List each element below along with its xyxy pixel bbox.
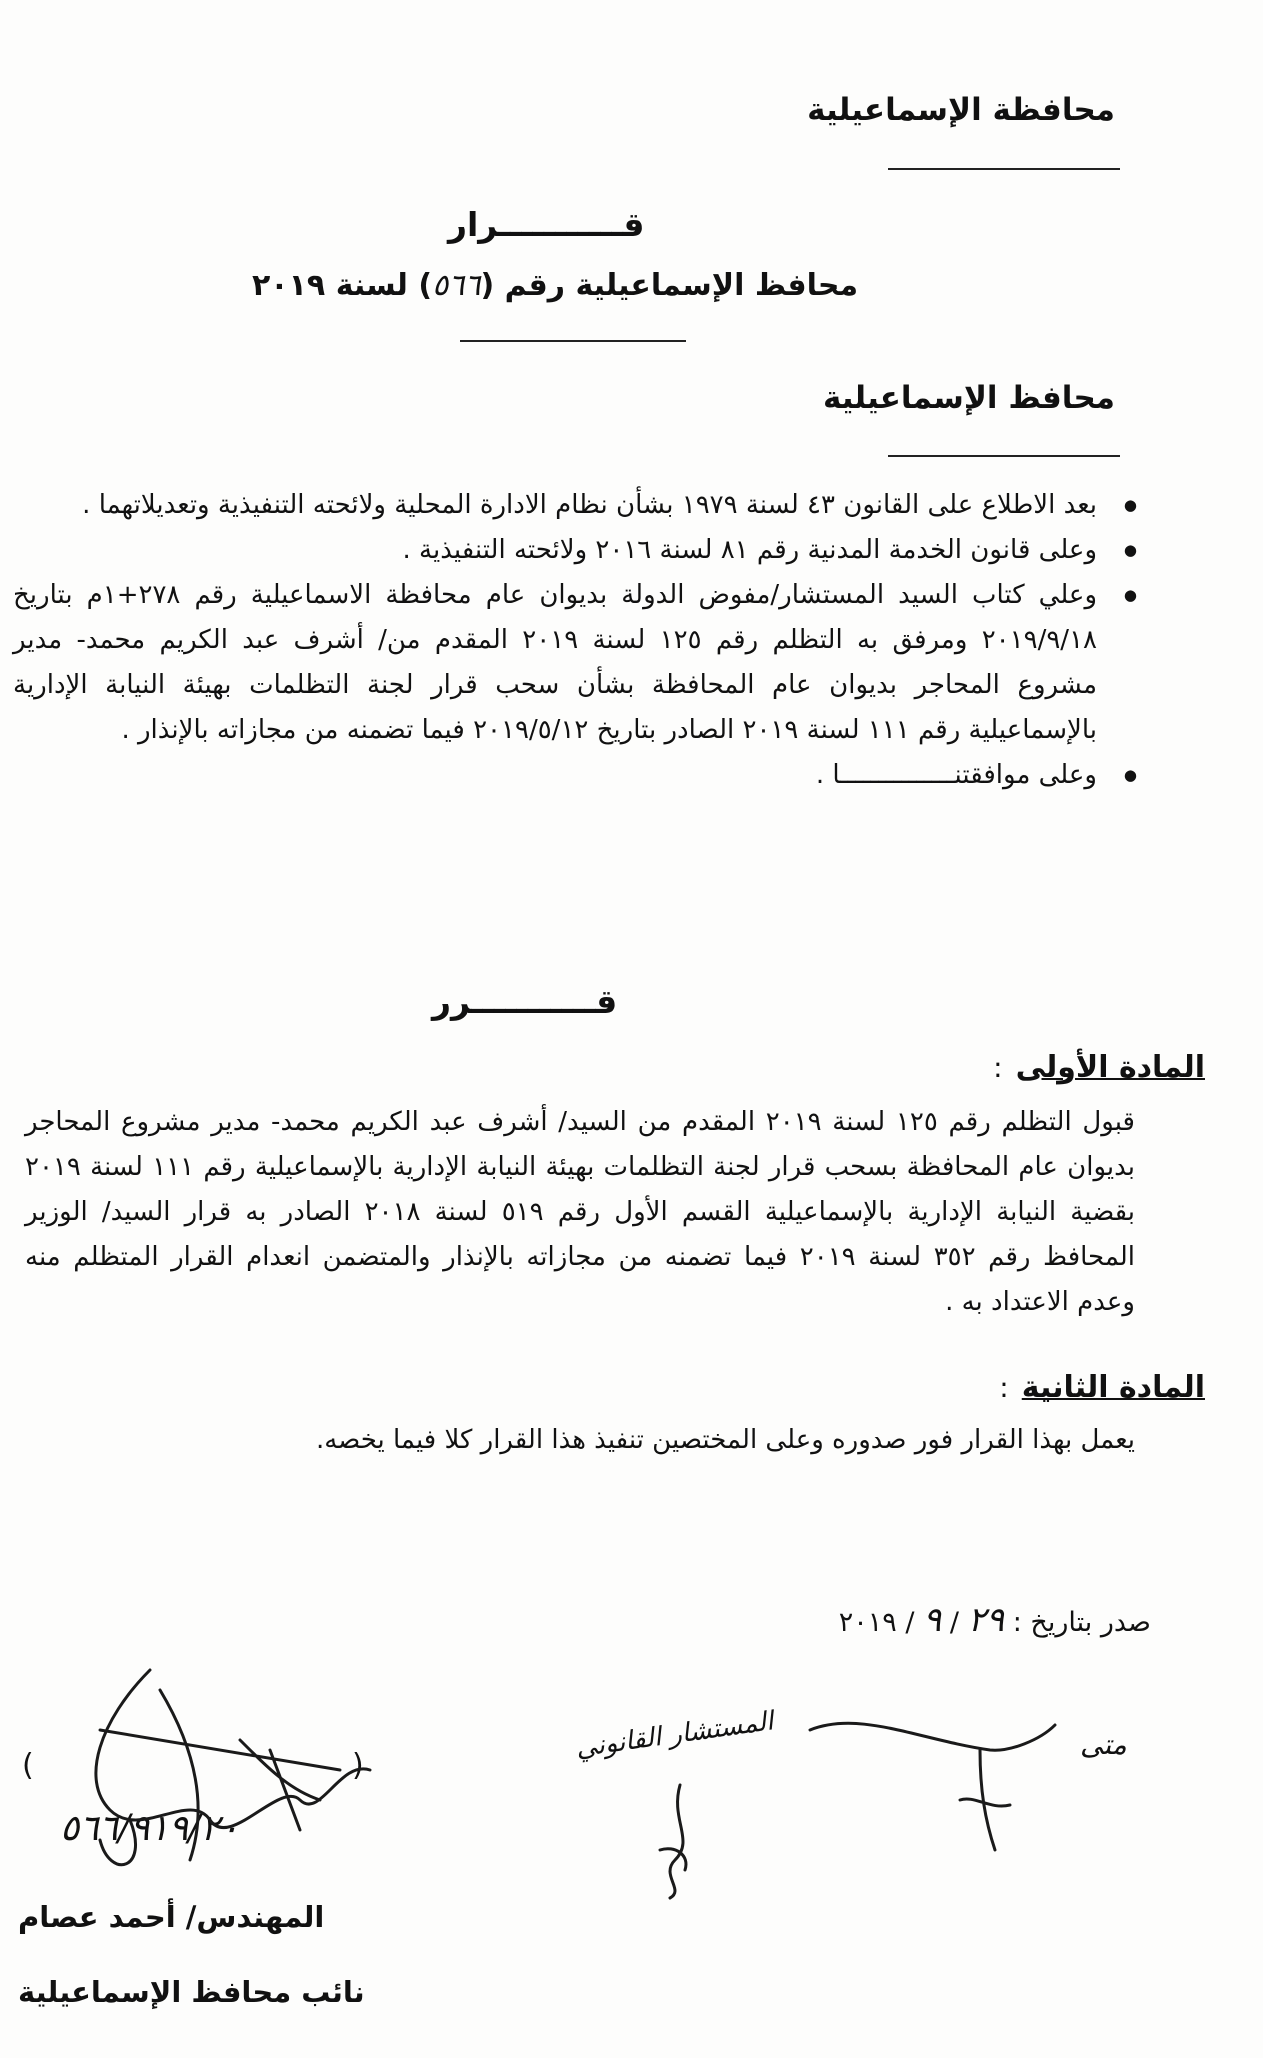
decision-number: ٥٦٦ <box>432 268 481 303</box>
issued-date <box>839 1600 1151 1640</box>
article1-title: المادة الأولى <box>1015 1050 1205 1085</box>
signature-middle <box>640 1780 720 1900</box>
preamble-item: ● بعد الاطلاع على القانون ٤٣ لسنة ١٩٧٩ بشأن نظام الادارة المحلية ولائحته التنفيذية وتعديلاتهما . <box>13 483 1123 528</box>
article1-colon: : <box>993 1051 1003 1084</box>
bracket-right: ) <box>352 1748 364 1783</box>
preamble-list <box>13 483 1123 798</box>
issued-month: ٩ <box>923 1600 942 1640</box>
signatory-title: نائب محافظ الإسماعيلية <box>18 1975 365 2009</box>
title-underline <box>460 340 686 342</box>
article1-body: قبول التظلم رقم ١٢٥ لسنة ٢٠١٩ المقدم من السيد/ أشرف عبد الكريم محمد- مدير مشروع المحاجر بديوان عام المحافظة بسحب قرار لجنة التظلمات بهيئة النيابة الإدارية بالإسماعيلية رقم ١١١ لسنة ٢٠١٩ بقضية النيابة الإدارية بالإسماعيلية القسم الأول رقم ٥١٩ لسنة ٢٠١٨ الصادر به قرار السيد/ الوزير المحافظ رقم ٣٥٢ لسنة ٢٠١٩ فيما تضمنه من مجازاته بالإنذار والمتضمن انعدام القرار المتظلم منه وعدم الاعتداد به . <box>25 1107 1136 1317</box>
decision-year: ) لسنة ٢٠١٩ <box>252 268 433 303</box>
article2-heading <box>999 1370 1205 1405</box>
governorate-header: محافظة الإسماعيلية <box>807 92 1115 128</box>
issued-year: ٢٠١٩ <box>838 1607 897 1638</box>
authority-underline <box>888 455 1120 457</box>
issued-label: صدر بتاريخ : <box>1012 1607 1151 1638</box>
decision-title-text: محافظ الإسماعيلية رقم ( <box>480 268 859 303</box>
authority-header: محافظ الإسماعيلية <box>822 380 1115 416</box>
header-underline <box>888 168 1120 170</box>
article2-colon: : <box>999 1371 1009 1404</box>
article2-title: المادة الثانية <box>1021 1370 1205 1405</box>
date-separator: / <box>896 1607 915 1638</box>
article2-body: يعمل بهذا القرار فور صدوره وعلى المختصين تنفيذ هذا القرار كلا فيما يخصه. <box>315 1425 1135 1455</box>
issued-day: ٢٩ <box>967 1600 1005 1640</box>
legal-advisor-note: المستشار القانوني <box>573 1706 776 1764</box>
preamble-item: ● وعلي كتاب السيد المستشار/مفوض الدولة بديوان عام محافظة الاسماعيلية رقم ٢٧٨+١م بتاريخ ٢٠١٩/٩/١٨ ومرفق به التظلم رقم ١٢٥ لسنة ٢٠١٩ المقدم من/ أشرف عبد الكريم محمد- مدير مشروع المحاجر بديوان عام المحافظة بشأن سحب قرار لجنة التظلمات بهيئة النيابة الإدارية بالإسماعيلية رقم ١١١ لسنة ٢٠١٩ الصادر بتاريخ ٢٠١٩/٥/١٢ فيما تضمنه من مجازاته بالإنذار . <box>13 573 1123 753</box>
preamble-item: ● وعلى قانون الخدمة المدنية رقم ٨١ لسنة ٢٠١٦ ولائحته التنفيذية . <box>13 528 1123 573</box>
registry-number: ٥٦٦/٩١٩/٢٠ <box>60 1808 239 1849</box>
date-separator: / <box>941 1607 959 1638</box>
initials-note: متى <box>1080 1728 1127 1761</box>
article1-heading <box>993 1050 1205 1085</box>
preamble-item: ● وعلى موافقتنـــــــــــــــا . <box>13 753 1123 798</box>
decision-title <box>252 268 858 303</box>
decides-heading: قـــــــــــرر <box>432 982 618 1021</box>
signature-main <box>40 1660 420 1890</box>
signature-right <box>800 1700 1060 1860</box>
bracket-left: ( <box>22 1748 34 1783</box>
decision-word: قـــــــــــرار <box>448 205 645 244</box>
signatory-name: المهندس/ أحمد عصام <box>18 1900 325 1934</box>
